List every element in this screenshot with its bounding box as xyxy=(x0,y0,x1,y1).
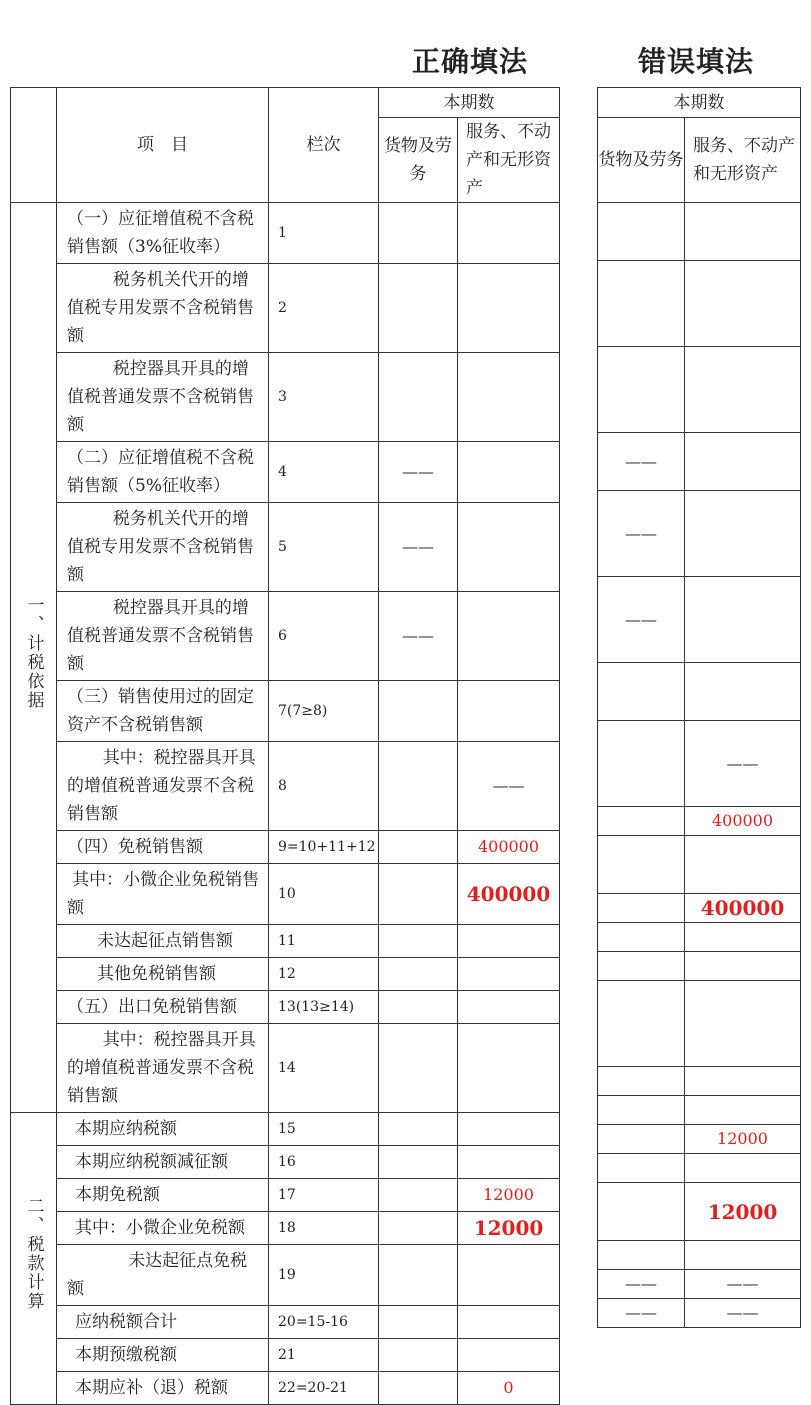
row-number: 2 xyxy=(269,264,379,353)
row-number: 19 xyxy=(269,1245,379,1306)
goods-value: —— xyxy=(379,503,458,592)
goods-value xyxy=(379,1212,458,1245)
services-value xyxy=(685,577,801,663)
services-value: 12000 xyxy=(458,1212,560,1245)
row-number: 16 xyxy=(269,1146,379,1179)
goods-value xyxy=(598,894,685,923)
goods-value xyxy=(598,721,685,807)
row-number: 18 xyxy=(269,1212,379,1245)
goods-value xyxy=(379,958,458,991)
goods-value xyxy=(598,1067,685,1096)
row-item: 未达起征点销售额 xyxy=(57,925,269,958)
row-number: 9=10+11+12 xyxy=(269,831,379,864)
goods-value: —— xyxy=(379,442,458,503)
services-value xyxy=(458,442,560,503)
row-item: （三）销售使用过的固定资产不含税销售额 xyxy=(57,681,269,742)
goods-value xyxy=(379,203,458,264)
row-number: 11 xyxy=(269,925,379,958)
row-number: 15 xyxy=(269,1113,379,1146)
row-number: 10 xyxy=(269,864,379,925)
goods-value xyxy=(598,347,685,433)
row-item: 未达起征点免税额 xyxy=(57,1245,269,1306)
row-number: 20=15-16 xyxy=(269,1306,379,1339)
goods-value xyxy=(598,981,685,1067)
goods-value xyxy=(379,864,458,925)
goods-value xyxy=(379,831,458,864)
services-value xyxy=(458,1339,560,1372)
item-column-header: 项 目 xyxy=(57,88,269,203)
goods-value xyxy=(379,1146,458,1179)
services-value: —— xyxy=(685,1299,801,1328)
services-value xyxy=(458,264,560,353)
goods-value xyxy=(379,742,458,831)
row-item: 其中：小微企业免税销售额 xyxy=(57,864,269,925)
goods-column-header: 货物及劳务 xyxy=(379,118,458,203)
services-value: 0 xyxy=(458,1372,560,1405)
row-number: 7(7≥8) xyxy=(269,681,379,742)
services-value: —— xyxy=(685,1270,801,1299)
row-number: 8 xyxy=(269,742,379,831)
services-value xyxy=(685,1067,801,1096)
row-number: 22=20-21 xyxy=(269,1372,379,1405)
goods-value xyxy=(379,991,458,1024)
services-value xyxy=(458,592,560,681)
services-value xyxy=(458,1245,560,1306)
goods-value xyxy=(598,1241,685,1270)
goods-value xyxy=(598,261,685,347)
corner-cell xyxy=(11,88,57,203)
section-tax-calculation: 二、税款计算 xyxy=(11,1113,57,1405)
goods-column-header: 货物及劳务 xyxy=(598,118,685,203)
row-item: 本期免税额 xyxy=(57,1179,269,1212)
goods-value xyxy=(598,952,685,981)
goods-value xyxy=(379,1372,458,1405)
row-item: （五）出口免税销售额 xyxy=(57,991,269,1024)
services-value xyxy=(458,991,560,1024)
goods-value xyxy=(598,836,685,894)
goods-value: —— xyxy=(379,592,458,681)
services-value xyxy=(458,353,560,442)
services-value xyxy=(685,981,801,1067)
period-column-header: 本期数 xyxy=(379,88,560,118)
row-number: 4 xyxy=(269,442,379,503)
services-value xyxy=(458,203,560,264)
row-number: 6 xyxy=(269,592,379,681)
goods-value xyxy=(379,1306,458,1339)
row-item: 本期应纳税额减征额 xyxy=(57,1146,269,1179)
goods-value xyxy=(598,1096,685,1125)
services-value xyxy=(685,491,801,577)
goods-value xyxy=(598,663,685,721)
services-value: 400000 xyxy=(685,894,801,923)
row-item: 应纳税额合计 xyxy=(57,1306,269,1339)
services-value: —— xyxy=(685,721,801,807)
goods-value xyxy=(379,1339,458,1372)
services-value: 12000 xyxy=(458,1179,560,1212)
goods-value xyxy=(598,203,685,261)
services-value xyxy=(458,1024,560,1113)
row-item: 本期应补（退）税额 xyxy=(57,1372,269,1405)
services-value xyxy=(685,1154,801,1183)
goods-value xyxy=(379,264,458,353)
row-item: 税务机关代开的增值税专用发票不含税销售额 xyxy=(57,264,269,353)
services-value xyxy=(458,681,560,742)
services-value xyxy=(458,503,560,592)
row-item: 其中：税控器具开具的增值税普通发票不含税销售额 xyxy=(57,742,269,831)
services-value: 400000 xyxy=(458,864,560,925)
row-item: （一）应征增值税不含税销售额（3%征收率） xyxy=(57,203,269,264)
services-value xyxy=(685,261,801,347)
services-value xyxy=(685,347,801,433)
row-item: 其中：税控器具开具的增值税普通发票不含税销售额 xyxy=(57,1024,269,1113)
services-value xyxy=(685,663,801,721)
goods-value xyxy=(379,681,458,742)
services-value xyxy=(685,952,801,981)
services-value xyxy=(685,203,801,261)
row-number: 5 xyxy=(269,503,379,592)
row-item: 其中：小微企业免税额 xyxy=(57,1212,269,1245)
goods-value xyxy=(379,1113,458,1146)
goods-value xyxy=(598,1125,685,1154)
services-value xyxy=(458,925,560,958)
services-value xyxy=(685,923,801,952)
services-value: 12000 xyxy=(685,1125,801,1154)
services-value: 400000 xyxy=(458,831,560,864)
goods-value xyxy=(379,925,458,958)
row-item: 其他免税销售额 xyxy=(57,958,269,991)
goods-value: —— xyxy=(598,491,685,577)
row-item: （四）免税销售额 xyxy=(57,831,269,864)
goods-value xyxy=(379,353,458,442)
row-item: （二）应征增值税不含税销售额（5%征收率） xyxy=(57,442,269,503)
services-value xyxy=(685,1241,801,1270)
services-value xyxy=(685,433,801,491)
goods-value xyxy=(598,807,685,836)
goods-value: —— xyxy=(598,433,685,491)
section-tax-basis: 一、计税依据 xyxy=(11,203,57,1113)
correct-method-title: 正确填法 xyxy=(412,45,529,78)
services-value: 12000 xyxy=(685,1183,801,1241)
goods-value xyxy=(379,1179,458,1212)
row-number: 17 xyxy=(269,1179,379,1212)
row-number: 14 xyxy=(269,1024,379,1113)
goods-value: —— xyxy=(598,1270,685,1299)
row-item: 税控器具开具的增值税普通发票不含税销售额 xyxy=(57,592,269,681)
correct-tax-table xyxy=(10,87,560,1405)
goods-value xyxy=(598,923,685,952)
services-value: 400000 xyxy=(685,807,801,836)
goods-value xyxy=(598,1183,685,1241)
services-column-header: 服务、不动产和无形资产 xyxy=(458,118,560,203)
services-value: —— xyxy=(458,742,560,831)
row-number: 13(13≥14) xyxy=(269,991,379,1024)
services-value xyxy=(685,1096,801,1125)
row-item: 税控器具开具的增值税普通发票不含税销售额 xyxy=(57,353,269,442)
period-column-header: 本期数 xyxy=(598,88,801,118)
services-value xyxy=(458,1306,560,1339)
row-item: 本期预缴税额 xyxy=(57,1339,269,1372)
services-value xyxy=(458,1146,560,1179)
services-value xyxy=(458,1113,560,1146)
row-item: 本期应纳税额 xyxy=(57,1113,269,1146)
services-column-header: 服务、不动产和无形资产 xyxy=(685,118,801,203)
row-number: 12 xyxy=(269,958,379,991)
wrong-method-title: 错误填法 xyxy=(638,45,755,78)
goods-value xyxy=(379,1024,458,1113)
services-value xyxy=(685,836,801,894)
row-number: 1 xyxy=(269,203,379,264)
row-number: 3 xyxy=(269,353,379,442)
goods-value: —— xyxy=(598,577,685,663)
goods-value xyxy=(598,1154,685,1183)
row-number: 21 xyxy=(269,1339,379,1372)
services-value xyxy=(458,958,560,991)
row-number-column-header: 栏次 xyxy=(269,88,379,203)
goods-value: —— xyxy=(598,1299,685,1328)
wrong-tax-table xyxy=(597,87,801,1328)
goods-value xyxy=(379,1245,458,1306)
row-item: 税务机关代开的增值税专用发票不含税销售额 xyxy=(57,503,269,592)
